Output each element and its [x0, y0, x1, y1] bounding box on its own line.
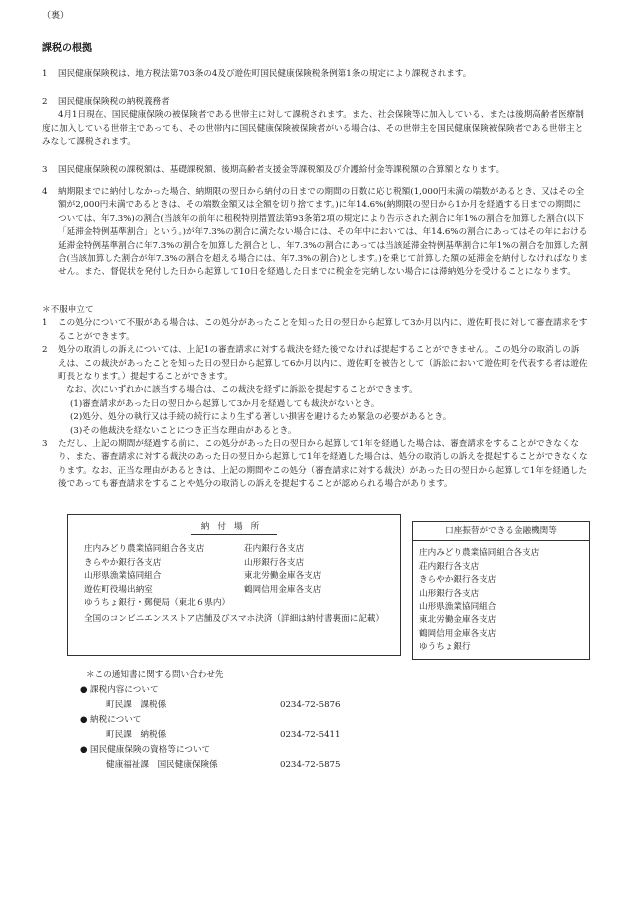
payment-location: 鶴岡信用金庫各支店: [244, 584, 322, 595]
section-text: 4月1日現在、国民健康保険の被保険者である世帯主に対して課税されます。また、社会保険等に加入している、または後期高齢者医療制度に加入している世帯主であっても、その世帯内に国民健康保険被保険者がいる場合は、その世帯主を国民健康保険被保険者である世帯主とみなして課税されます。: [42, 110, 584, 148]
payment-location: 東北労働金庫各支店: [244, 571, 322, 582]
bank-item: ゆうちょ銀行: [419, 642, 471, 653]
payment-left-column: [84, 543, 230, 610]
inquiry-phone: 0234-72-5875: [280, 760, 341, 770]
page-title: 課税の根拠: [42, 43, 92, 54]
appeal-item-2-sub: (1)審査請求があった日の翌日から起算して3か月を経過しても裁決がないとき。: [70, 398, 380, 409]
inquiry-section: [80, 668, 480, 773]
appeal-section: [42, 304, 588, 492]
inquiry-dept: 町民課 課税係: [106, 700, 167, 710]
payment-location: 山形県漁業協同組合: [84, 571, 162, 582]
section-4: [42, 186, 588, 280]
bank-item: 鶴岡信用金庫各支店: [419, 628, 497, 639]
inquiry-dept: 町民課 納税係: [106, 730, 167, 740]
payment-locations-box: [67, 514, 401, 656]
inquiry-phone: 0234-72-5411: [280, 730, 341, 740]
payment-right-column: [244, 543, 321, 597]
section-number: 4: [42, 187, 48, 197]
appeal-number: 1: [42, 318, 48, 329]
inquiry-contact: [80, 728, 480, 743]
appeal-item-1: この処分について不服がある場合は、この処分があったことを知った日の翌日から起算して3か月以内に、遊佐町長に対して審査請求をすることができます。: [58, 318, 588, 342]
inquiry-contact: [80, 698, 480, 713]
bullet: ●: [80, 715, 88, 725]
inquiry-title: ＊この通知書に関する問い合わせ先: [86, 670, 224, 680]
appeal-item-2: 処分の取消しの訴えについては、上記1の審査請求に対する裁決を経た後でなければ提起することができません。この処分の取消しの訴えは、この裁決があったことを知った日の翌日から起算して6か月以内に、遊佐町を被告として（訴訟において遊佐町を代表する者は遊佐町長となります。）提起することができます。: [58, 345, 588, 383]
payment-location: 庄内みどり農業協同組合各支店: [84, 544, 205, 555]
appeal-number: 2: [42, 345, 48, 356]
payment-location: きらやか銀行各支店: [84, 557, 162, 568]
bank-item: 荘内銀行各支店: [419, 561, 480, 572]
inquiry-topic: ● 課税内容について: [80, 683, 480, 698]
payment-location: 山形銀行各支店: [244, 557, 305, 568]
payment-location: 荘内銀行各支店: [244, 544, 305, 555]
bank-list: [419, 547, 589, 654]
inquiry-dept: 健康福祉課 国民健康保険係: [106, 760, 218, 770]
inquiry-contact: [80, 758, 480, 773]
section-number: 2: [42, 97, 48, 107]
section-2: [42, 96, 588, 150]
bank-transfer-box: [412, 521, 590, 660]
payment-convenience: 全国のコンビニエンスストア店舗及びスマホ決済（詳細は納付書裏面に記載）: [84, 614, 385, 625]
section-1: [42, 68, 588, 81]
section-text: 国民健康保険税は、地方税法第703条の4及び遊佐町国民健康保険税条例第1条の規定により課税されます。: [58, 69, 472, 79]
section-number: 3: [42, 165, 48, 175]
section-3: [42, 164, 588, 177]
bank-item: 東北労働金庫各支店: [419, 615, 497, 626]
bank-item: 山形県漁業協同組合: [419, 602, 497, 613]
appeal-item-2-sub: (3)その他裁決を経ないことにつき正当な理由があるとき。: [70, 425, 297, 436]
bullet: ●: [80, 745, 88, 755]
bank-item: 山形銀行各支店: [419, 588, 480, 599]
appeal-item-2-sub: (2)処分、処分の執行又は手続の続行により生ずる著しい損害を避けるため緊急の必要があるとき。: [70, 412, 452, 423]
payment-location: 遊佐町役場出納室: [84, 584, 153, 595]
inquiry-topic: ● 納税について: [80, 713, 480, 728]
section-text: 国民健康保険税の課税額は、基礎課税額、後期高齢者支援金等課税額及び介護給付金等課税額の合算額となります。: [58, 165, 505, 175]
bullet: ●: [80, 685, 88, 695]
payment-location: ゆうちょ銀行・郵便局（東北６県内）: [84, 598, 231, 609]
payment-box-title: 納付場所: [191, 521, 277, 535]
bank-box-title: 口座振替ができる金融機関等: [413, 525, 589, 541]
appeal-item-3: ただし、上記の期間が経過する前に、この処分があった日の翌日から起算して1年を経過した場合は、審査請求をすることができなくなり、また、審査請求に対する裁決のあった日の翌日から起算して1年を経過した場合は、処分の取消しの訴えを提起することができなくなります。なお、正当な理由があるときは、上記の期間やこの処分（審査請求に対する裁決）があった日の翌日から起算して1年を経過した後であっても審査請求をすることや処分の取消しの訴えを提起することが認められる場合があります。: [58, 439, 588, 490]
bank-item: 庄内みどり農業協同組合各支店: [419, 548, 540, 559]
appeal-title: ＊不服申立て: [42, 305, 94, 315]
bank-item: きらやか銀行各支店: [419, 575, 497, 586]
page-side-label: （裏）: [42, 11, 70, 21]
section-text: 納期限までに納付しなかった場合、納期限の翌日から納付の日までの期間の日数に応じ税額(1,000円未満の端数があるとき、又はその全額が2,000円未満であるときは、その端数金額又は全額を切り捨てます。)に年14.6%(納期限の翌日から1か月を経過する日までの期間については、年7.3%)の割合(当該年の前年に租税特別措置法第93条第2項の規定により告示された割合に年1%の割合を加算した割合(以下「延滞金特例基準割合」という。)が年7.3%の割合に満たない場合には、その年中においては、年14.6%の割合にあってはその年における延滞金特例基準割合に年7.3%の割合を加算した割合とし、年7.3%の割合にあっては当該延滞金特例基準割合に年1%の割合を加算した割合(当該加算した割合が年7.3%の割合を超える場合には、年7.3%の割合)とします。)を乗じて計算した額の延滞金を納付しなければなりません。また、督促状を発付した日から起算して10日を経過した日までに税金を完納しない場合には滞納処分を受けることになります。: [58, 187, 588, 278]
appeal-number: 3: [42, 439, 48, 450]
appeal-item-2-note: なお、次にいずれかに該当する場合は、この裁決を経ずに訴訟を提起することができます。: [66, 385, 418, 396]
section-number: 1: [42, 69, 48, 79]
inquiry-topic: ● 国民健康保険の資格等について: [80, 743, 480, 758]
inquiry-phone: 0234-72-5876: [280, 700, 341, 710]
section-title: 国民健康保険税の納税義務者: [58, 97, 170, 107]
